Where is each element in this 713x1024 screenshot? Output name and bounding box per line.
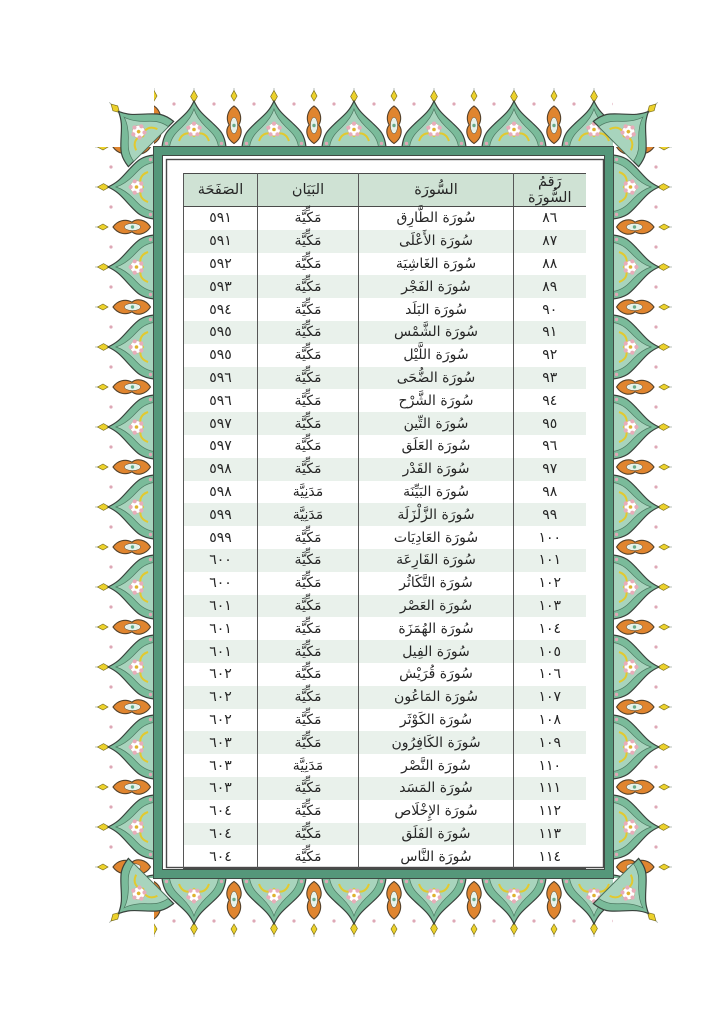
- table-row: [184, 777, 586, 800]
- page-number-cell: ٦٠٢: [184, 663, 258, 686]
- surah-number-cell: ٩٤: [514, 389, 586, 412]
- table-row: [184, 503, 586, 526]
- table-row: [184, 640, 586, 663]
- bayan-cell: مَكِّيَّة: [258, 435, 359, 458]
- table-row: [184, 275, 586, 298]
- table-row: [184, 253, 586, 276]
- page-number-cell: ٥٩٥: [184, 321, 258, 344]
- surah-number-cell: ٩١: [514, 321, 586, 344]
- page-number-cell: ٥٩٨: [184, 481, 258, 504]
- surah-number-cell: ١٠٣: [514, 595, 586, 618]
- table-body: [184, 207, 586, 869]
- page-number-cell: ٥٩١: [184, 207, 258, 230]
- surah-name-cell: سُورَة العَصْر: [359, 595, 514, 618]
- page-number-cell: ٦٠٠: [184, 549, 258, 572]
- page-number-cell: ٥٩٨: [184, 458, 258, 481]
- surah-number-cell: ١٠٧: [514, 686, 586, 709]
- page-number-cell: ٥٩٦: [184, 367, 258, 390]
- page-number-cell: ٥٩٥: [184, 344, 258, 367]
- bayan-cell: مَكِّيَّة: [258, 572, 359, 595]
- surah-number-cell: ١١٣: [514, 823, 586, 846]
- page-number-cell: ٦٠٢: [184, 686, 258, 709]
- header-bayan: البَيَان: [258, 174, 359, 207]
- surah-number-cell: ٨٨: [514, 253, 586, 276]
- surah-name-cell: سُورَة التَّكَاثُر: [359, 572, 514, 595]
- surah-name-cell: سُورَة الأَعْلَى: [359, 230, 514, 253]
- table-row: [184, 207, 586, 230]
- surah-name-cell: سُورَة الطَّارِق: [359, 207, 514, 230]
- surah-name-cell: سُورَة الإِخْلَاص: [359, 800, 514, 823]
- page-number-cell: ٦٠٤: [184, 800, 258, 823]
- bayan-cell: مَدَنِيَّة: [258, 503, 359, 526]
- surah-name-cell: سُورَة البَيِّنَة: [359, 481, 514, 504]
- page-number-cell: ٦٠٢: [184, 709, 258, 732]
- header-page: الصَفَحَة: [184, 174, 258, 207]
- table-row: [184, 754, 586, 777]
- bayan-cell: مَدَنِيَّة: [258, 754, 359, 777]
- page-number-cell: ٦٠٣: [184, 731, 258, 754]
- page-number-cell: ٦٠١: [184, 595, 258, 618]
- table-row: [184, 686, 586, 709]
- table-row: [184, 549, 586, 572]
- bayan-cell: مَكِّيَّة: [258, 686, 359, 709]
- table-row: [184, 458, 586, 481]
- surah-number-cell: ٩٩: [514, 503, 586, 526]
- surah-name-cell: سُورَة المَاعُون: [359, 686, 514, 709]
- table-row: [184, 572, 586, 595]
- surah-name-cell: سُورَة القَارِعَة: [359, 549, 514, 572]
- table-row: [184, 230, 586, 253]
- page-number-cell: ٦٠٤: [184, 845, 258, 868]
- table-row: [184, 412, 586, 435]
- bayan-cell: مَكِّيَّة: [258, 640, 359, 663]
- surah-name-cell: سُورَة البَلَد: [359, 298, 514, 321]
- table-header-row: [184, 174, 586, 207]
- page-number-cell: ٦٠١: [184, 617, 258, 640]
- surah-name-cell: سُورَة الكَافِرُون: [359, 731, 514, 754]
- surah-index-table: [183, 173, 586, 869]
- header-surah-number: رَقمُ السُّورَة: [514, 174, 586, 207]
- surah-name-cell: سُورَة قُرَيْش: [359, 663, 514, 686]
- table-row: [184, 845, 586, 868]
- bayan-cell: مَكِّيَّة: [258, 367, 359, 390]
- page-number-cell: ٥٩٣: [184, 275, 258, 298]
- page-number-cell: ٥٩٧: [184, 412, 258, 435]
- surah-name-cell: سُورَة الشَّرْح: [359, 389, 514, 412]
- surah-name-cell: سُورَة القَدْر: [359, 458, 514, 481]
- page-number-cell: ٦٠٣: [184, 754, 258, 777]
- surah-name-cell: سُورَة العَلَق: [359, 435, 514, 458]
- bayan-cell: مَكِّيَّة: [258, 617, 359, 640]
- table-row: [184, 344, 586, 367]
- surah-number-cell: ١١٤: [514, 845, 586, 868]
- bayan-cell: مَكِّيَّة: [258, 845, 359, 868]
- bayan-cell: مَكِّيَّة: [258, 800, 359, 823]
- bayan-cell: مَكِّيَّة: [258, 595, 359, 618]
- surah-number-cell: ١٠٩: [514, 731, 586, 754]
- bayan-cell: مَكِّيَّة: [258, 709, 359, 732]
- surah-name-cell: سُورَة النَّاس: [359, 845, 514, 868]
- bayan-cell: مَدَنِيَّة: [258, 481, 359, 504]
- surah-number-cell: ١٠٦: [514, 663, 586, 686]
- surah-name-cell: سُورَة الضُّحَى: [359, 367, 514, 390]
- surah-number-cell: ٩٧: [514, 458, 586, 481]
- bayan-cell: مَكِّيَّة: [258, 549, 359, 572]
- bayan-cell: مَكِّيَّة: [258, 823, 359, 846]
- surah-number-cell: ٩٢: [514, 344, 586, 367]
- bayan-cell: مَكِّيَّة: [258, 321, 359, 344]
- table-row: [184, 663, 586, 686]
- surah-number-cell: ١٠٢: [514, 572, 586, 595]
- table-row: [184, 617, 586, 640]
- bayan-cell: مَكِّيَّة: [258, 253, 359, 276]
- table-row: [184, 709, 586, 732]
- bayan-cell: مَكِّيَّة: [258, 298, 359, 321]
- surah-name-cell: سُورَة الشَّمْس: [359, 321, 514, 344]
- page-number-cell: ٥٩٢: [184, 253, 258, 276]
- table-row: [184, 389, 586, 412]
- surah-name-cell: سُورَة الهُمَزَة: [359, 617, 514, 640]
- bayan-cell: مَكِّيَّة: [258, 663, 359, 686]
- surah-name-cell: سُورَة الفَلَق: [359, 823, 514, 846]
- bayan-cell: مَكِّيَّة: [258, 230, 359, 253]
- surah-name-cell: سُورَة المَسَد: [359, 777, 514, 800]
- table-row: [184, 526, 586, 549]
- table-row: [184, 298, 586, 321]
- surah-number-cell: ٩٦: [514, 435, 586, 458]
- page-number-cell: ٥٩٤: [184, 298, 258, 321]
- surah-name-cell: سُورَة العَادِيَات: [359, 526, 514, 549]
- surah-name-cell: سُورَة الكَوْثَر: [359, 709, 514, 732]
- page-number-cell: ٦٠٣: [184, 777, 258, 800]
- surah-name-cell: سُورَة الزَّلْزَلَة: [359, 503, 514, 526]
- page-number-cell: ٦٠١: [184, 640, 258, 663]
- bayan-cell: مَكِّيَّة: [258, 275, 359, 298]
- table-row: [184, 823, 586, 846]
- table-row: [184, 321, 586, 344]
- bayan-cell: مَكِّيَّة: [258, 731, 359, 754]
- surah-number-cell: ٨٧: [514, 230, 586, 253]
- surah-number-cell: ٩٠: [514, 298, 586, 321]
- surah-number-cell: ١٠٥: [514, 640, 586, 663]
- surah-number-cell: ٩٥: [514, 412, 586, 435]
- header-surah: السُّورَة: [359, 174, 514, 207]
- surah-name-cell: سُورَة الغَاشِيَة: [359, 253, 514, 276]
- table-row: [184, 435, 586, 458]
- surah-name-cell: سُورَة التِّين: [359, 412, 514, 435]
- page-number-cell: ٥٩٧: [184, 435, 258, 458]
- surah-number-cell: ١٠٨: [514, 709, 586, 732]
- page-number-cell: ٥٩٩: [184, 503, 258, 526]
- surah-name-cell: سُورَة النَّصْر: [359, 754, 514, 777]
- surah-number-cell: ٩٣: [514, 367, 586, 390]
- surah-number-cell: ٨٦: [514, 207, 586, 230]
- table-row: [184, 481, 586, 504]
- surah-name-cell: سُورَة اللَّيْل: [359, 344, 514, 367]
- bayan-cell: مَكِّيَّة: [258, 389, 359, 412]
- surah-number-cell: ٨٩: [514, 275, 586, 298]
- surah-number-cell: ١١٢: [514, 800, 586, 823]
- table-row: [184, 595, 586, 618]
- content-area: [168, 161, 602, 867]
- surah-name-cell: سُورَة الفَجْر: [359, 275, 514, 298]
- table-row: [184, 800, 586, 823]
- page-number-cell: ٦٠٠: [184, 572, 258, 595]
- page-number-cell: ٥٩١: [184, 230, 258, 253]
- page-number-cell: ٥٩٩: [184, 526, 258, 549]
- surah-number-cell: ١١٠: [514, 754, 586, 777]
- bayan-cell: مَكِّيَّة: [258, 207, 359, 230]
- surah-number-cell: ١٠٤: [514, 617, 586, 640]
- surah-number-cell: ١١١: [514, 777, 586, 800]
- bayan-cell: مَكِّيَّة: [258, 777, 359, 800]
- surah-number-cell: ١٠٠: [514, 526, 586, 549]
- bayan-cell: مَكِّيَّة: [258, 344, 359, 367]
- bayan-cell: مَكِّيَّة: [258, 412, 359, 435]
- bayan-cell: مَكِّيَّة: [258, 526, 359, 549]
- page-number-cell: ٦٠٤: [184, 823, 258, 846]
- surah-name-cell: سُورَة الفِيل: [359, 640, 514, 663]
- page-number-cell: ٥٩٦: [184, 389, 258, 412]
- surah-number-cell: ٩٨: [514, 481, 586, 504]
- surah-number-cell: ١٠١: [514, 549, 586, 572]
- table-row: [184, 731, 586, 754]
- table-row: [184, 367, 586, 390]
- bayan-cell: مَكِّيَّة: [258, 458, 359, 481]
